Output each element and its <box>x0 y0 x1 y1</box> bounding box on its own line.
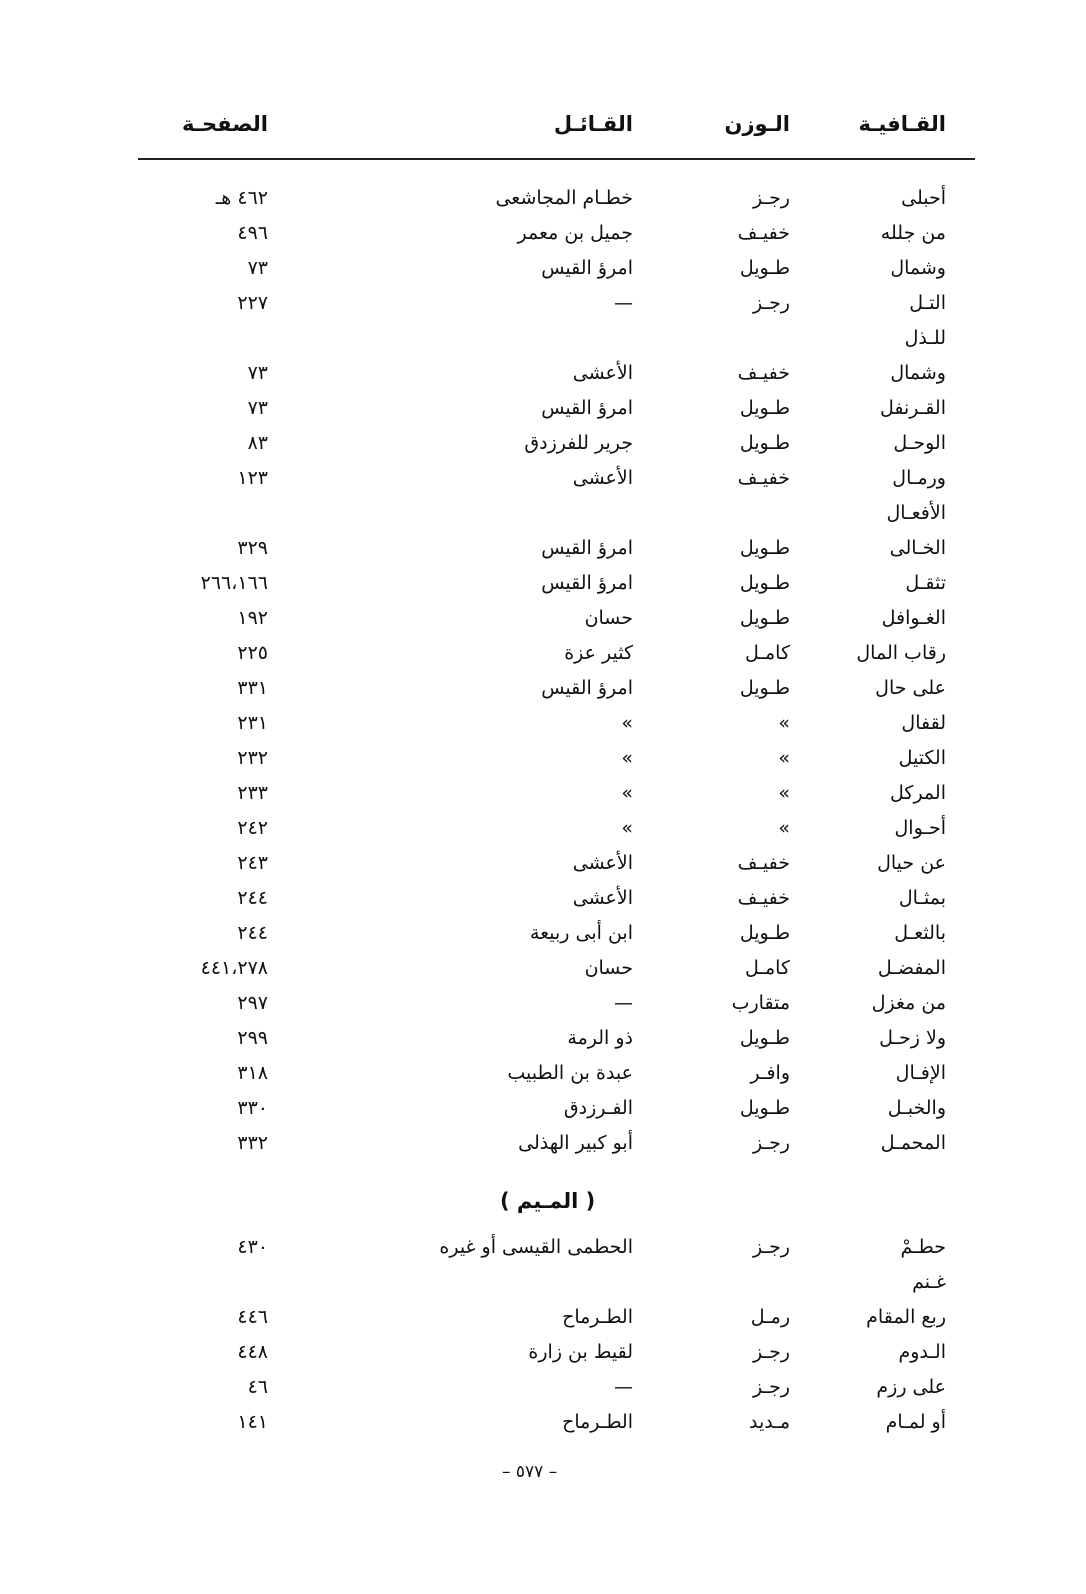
cell-safha: ٢٩٧ <box>237 992 268 1014</box>
table-row <box>0 251 1086 285</box>
cell-qa-il: جميل بن معمر <box>517 222 633 244</box>
cell-wazn: مـديد <box>749 1411 790 1433</box>
cell-wazn: طـويل <box>739 677 790 699</box>
table-row <box>0 321 1086 355</box>
table-row <box>0 181 1086 215</box>
cell-qafiya: الوحـل <box>893 432 946 454</box>
cell-qa-il: امرؤ القيس <box>541 397 633 419</box>
cell-safha: ٧٣ <box>247 397 268 419</box>
cell-qa-il: — <box>614 1376 633 1398</box>
cell-qa-il: الأعشى <box>572 362 633 384</box>
cell-qafiya: من مغزل <box>871 992 946 1014</box>
cell-wazn: رجـز <box>753 187 790 209</box>
cell-wazn: طـويل <box>739 1027 790 1049</box>
table-row <box>0 1126 1086 1160</box>
cell-qafiya: الإفـال <box>895 1062 946 1084</box>
header-safha: الصفحـة <box>182 112 268 136</box>
table-row <box>0 1300 1086 1334</box>
cell-safha: ٣٣٢ <box>237 1132 268 1154</box>
table-row <box>0 986 1086 1020</box>
cell-wazn: متقارب <box>731 992 790 1014</box>
cell-safha: ٣١٨ <box>237 1062 268 1084</box>
cell-qa-il: حسان <box>584 957 633 979</box>
cell-wazn: » <box>778 747 790 769</box>
header-qafiya: القـافيـة <box>858 112 946 136</box>
cell-qa-il: الأعشى <box>572 852 633 874</box>
cell-qa-il: امرؤ القيس <box>541 572 633 594</box>
table-row <box>0 216 1086 250</box>
cell-wazn: وافـر <box>750 1062 790 1084</box>
cell-qa-il: امرؤ القيس <box>541 537 633 559</box>
cell-safha: ٢٣١ <box>237 712 268 734</box>
cell-wazn: طـويل <box>739 922 790 944</box>
cell-wazn: طـويل <box>739 397 790 419</box>
cell-qafiya: لقفال <box>901 712 946 734</box>
cell-wazn: رمـل <box>750 1306 790 1328</box>
cell-wazn: رجـز <box>753 1376 790 1398</box>
cell-safha: ٧٣ <box>247 362 268 384</box>
cell-qa-il: » <box>621 782 633 804</box>
cell-wazn: طـويل <box>739 537 790 559</box>
cell-safha: ٤٣٠ <box>237 1236 268 1258</box>
cell-safha: ٢٢٧ <box>237 292 268 314</box>
table-row <box>0 426 1086 460</box>
table-row <box>0 881 1086 915</box>
cell-wazn: طـويل <box>739 1097 790 1119</box>
table-row <box>0 741 1086 775</box>
cell-safha: ٨٣ <box>247 432 268 454</box>
cell-wazn: » <box>778 782 790 804</box>
cell-qafiya: للـذل <box>904 327 946 349</box>
header-divider <box>138 158 975 160</box>
cell-qafiya: على حال <box>875 677 946 699</box>
header-wazn: الـوزن <box>724 112 790 136</box>
cell-qa-il: الحطمى القيسى أو غيره <box>439 1236 633 1258</box>
cell-qafiya: على رزم <box>876 1376 946 1398</box>
page-number: – ٥٧٧ – <box>502 1462 558 1482</box>
cell-safha: ٢٣٢ <box>237 747 268 769</box>
cell-safha: ٢٩٩ <box>237 1027 268 1049</box>
cell-qa-il: الطـرماح <box>562 1306 633 1328</box>
cell-qafiya: غـنم <box>912 1271 946 1293</box>
cell-wazn: طـويل <box>739 607 790 629</box>
table-row <box>0 601 1086 635</box>
cell-qa-il: حسان <box>584 607 633 629</box>
cell-wazn: » <box>778 712 790 734</box>
table-row <box>0 566 1086 600</box>
cell-qa-il: — <box>614 992 633 1014</box>
table-row <box>0 1021 1086 1055</box>
cell-qa-il: كثير عزة <box>564 642 633 664</box>
cell-wazn: طـويل <box>739 432 790 454</box>
cell-qa-il: امرؤ القيس <box>541 677 633 699</box>
cell-safha: ٧٣ <box>247 257 268 279</box>
cell-safha: ٣٢٩ <box>237 537 268 559</box>
cell-qa-il: الأعشى <box>572 467 633 489</box>
table-row <box>0 1265 1086 1299</box>
cell-wazn: خفيـف <box>737 467 790 489</box>
cell-qa-il: ابن أبى ربيعة <box>529 922 633 944</box>
cell-safha: ٤٦٢ هـ <box>215 187 268 209</box>
table-row <box>0 286 1086 320</box>
cell-qafiya: الأفعـال <box>886 502 946 524</box>
cell-qa-il: الفـرزدق <box>563 1097 633 1119</box>
cell-qafiya: عن حيال <box>877 852 946 874</box>
cell-wazn: كامـل <box>745 642 790 664</box>
cell-qafiya: التـل <box>909 292 946 314</box>
table-row <box>0 496 1086 530</box>
cell-qafiya: أحبلى <box>901 187 946 209</box>
cell-qa-il: الطـرماح <box>562 1411 633 1433</box>
table-row <box>0 671 1086 705</box>
table-row <box>0 1405 1086 1439</box>
cell-qafiya: حطـمْ <box>900 1236 946 1258</box>
section-heading-mim <box>0 1183 1086 1219</box>
table-row <box>0 706 1086 740</box>
table-row <box>0 1230 1086 1264</box>
cell-qa-il: جرير للفرزدق <box>524 432 633 454</box>
cell-qa-il: ذو الرمة <box>567 1027 633 1049</box>
cell-safha: ١٩٢ <box>237 607 268 629</box>
cell-safha: ٣٣٠ <box>237 1097 268 1119</box>
table-row <box>0 391 1086 425</box>
table-row <box>0 811 1086 845</box>
table-row <box>0 1370 1086 1404</box>
cell-safha: ٣٣١ <box>237 677 268 699</box>
cell-qa-il: خطـام المجاشعى <box>495 187 633 209</box>
cell-qa-il: لقيط بن زارة <box>528 1341 633 1363</box>
table-row <box>0 916 1086 950</box>
table-row <box>0 636 1086 670</box>
page-footer <box>0 1459 1086 1485</box>
cell-qa-il: أبو كبير الهذلى <box>518 1132 633 1154</box>
cell-wazn: رجـز <box>753 1236 790 1258</box>
cell-qafiya: من جلله <box>880 222 946 244</box>
cell-wazn: خفيـف <box>737 852 790 874</box>
cell-qafiya: ربع المقام <box>866 1306 946 1328</box>
cell-qa-il: امرؤ القيس <box>541 257 633 279</box>
cell-qafiya: بالثعـل <box>894 922 946 944</box>
cell-qafiya: المحمـل <box>880 1132 946 1154</box>
cell-qa-il: » <box>621 712 633 734</box>
table-row <box>0 1335 1086 1369</box>
cell-qa-il: » <box>621 747 633 769</box>
cell-qa-il: عبدة بن الطبيب <box>507 1062 633 1084</box>
cell-safha: ٢٤٣ <box>237 852 268 874</box>
cell-qafiya: الـدوم <box>898 1341 946 1363</box>
cell-qafiya: رقاب المال <box>856 642 946 664</box>
cell-wazn: رجـز <box>753 1341 790 1363</box>
table-row <box>0 461 1086 495</box>
cell-safha: ٤٦ <box>247 1376 268 1398</box>
table-row <box>0 1056 1086 1090</box>
cell-qafiya: والخبـل <box>887 1097 946 1119</box>
cell-qafiya: الغـوافل <box>881 607 946 629</box>
cell-qafiya: وشمال <box>890 257 946 279</box>
cell-qafiya: المفضـل <box>877 957 946 979</box>
cell-wazn: رجـز <box>753 1132 790 1154</box>
cell-safha: ٢٦٦،١٦٦ <box>200 572 268 594</box>
cell-qafiya: أو لمـام <box>885 1411 946 1433</box>
cell-wazn: خفيـف <box>737 362 790 384</box>
table-row <box>0 356 1086 390</box>
cell-qa-il: الأعشى <box>572 887 633 909</box>
cell-safha: ٤٤١،٢٧٨ <box>200 957 268 979</box>
section-title: ( المـيم ) <box>500 1189 596 1213</box>
cell-wazn: طـويل <box>739 257 790 279</box>
cell-safha: ٢٤٢ <box>237 817 268 839</box>
cell-wazn: خفيـف <box>737 222 790 244</box>
cell-qafiya: أحـوال <box>894 817 946 839</box>
table-header <box>0 104 1086 144</box>
cell-qafiya: القـرنفل <box>879 397 946 419</box>
cell-wazn: خفيـف <box>737 887 790 909</box>
cell-qafiya: الخـالى <box>889 537 946 559</box>
table-row <box>0 951 1086 985</box>
cell-qafiya: ورمـال <box>892 467 946 489</box>
cell-wazn: كامـل <box>745 957 790 979</box>
table-row <box>0 776 1086 810</box>
cell-safha: ٢٣٣ <box>237 782 268 804</box>
cell-wazn: » <box>778 817 790 839</box>
cell-wazn: رجـز <box>753 292 790 314</box>
cell-safha: ١٢٣ <box>237 467 268 489</box>
table-row <box>0 1091 1086 1125</box>
cell-wazn: طـويل <box>739 572 790 594</box>
cell-safha: ٢٤٤ <box>237 887 268 909</box>
cell-safha: ٢٢٥ <box>237 642 268 664</box>
cell-safha: ١٤١ <box>237 1411 268 1433</box>
cell-qa-il: » <box>621 817 633 839</box>
cell-qafiya: تثقـل <box>905 572 946 594</box>
cell-safha: ٤٩٦ <box>237 222 268 244</box>
cell-qafiya: ولا زحـل <box>879 1027 946 1049</box>
cell-safha: ٢٤٤ <box>237 922 268 944</box>
cell-qa-il: — <box>614 292 633 314</box>
table-row <box>0 846 1086 880</box>
cell-qafiya: بمثـال <box>898 887 946 909</box>
cell-safha: ٤٤٦ <box>237 1306 268 1328</box>
header-qa-il: القـائـل <box>553 112 633 136</box>
cell-qafiya: الكتيل <box>898 747 946 769</box>
cell-safha: ٤٤٨ <box>237 1341 268 1363</box>
cell-qafiya: وشمال <box>890 362 946 384</box>
table-row <box>0 531 1086 565</box>
cell-qafiya: المركل <box>890 782 946 804</box>
